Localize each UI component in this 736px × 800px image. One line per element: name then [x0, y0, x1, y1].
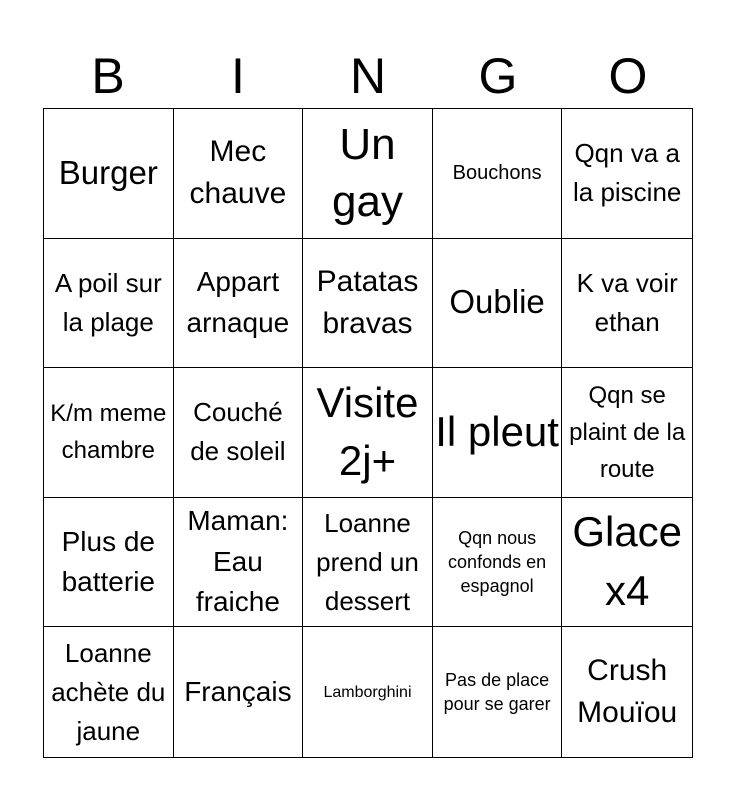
cell-text: Visite 2j+ — [316, 378, 419, 485]
bingo-cell[interactable] — [433, 109, 563, 239]
bingo-cell[interactable] — [174, 239, 304, 369]
header-letter-n: N — [349, 48, 387, 104]
bingo-header — [43, 44, 693, 108]
header-letter-i: I — [231, 48, 245, 104]
cell-text: Oublie — [449, 283, 545, 321]
bingo-cell[interactable] — [303, 627, 433, 757]
cell-text: Il pleut — [435, 408, 559, 456]
bingo-cell[interactable] — [44, 109, 174, 239]
bingo-cell[interactable] — [174, 109, 304, 239]
cell-text: Un gay — [332, 120, 403, 227]
cell-text: Lamborghini — [323, 683, 412, 701]
bingo-cell[interactable] — [44, 239, 174, 369]
bingo-cell[interactable] — [562, 627, 692, 757]
bingo-cell[interactable] — [433, 239, 563, 369]
header-letter-o: O — [608, 48, 648, 104]
cell-text: Appart arnaque — [186, 266, 290, 338]
cell-text: Pas de place pour se garer — [443, 669, 551, 715]
cell-text: Qqn va a la piscine — [572, 138, 682, 208]
cell-text: Crush Mouïou — [577, 654, 678, 730]
cell-text: Plus de batterie — [61, 525, 155, 598]
bingo-cell[interactable] — [562, 239, 692, 369]
cell-text: K va voir ethan — [576, 267, 678, 337]
bingo-cell[interactable] — [303, 109, 433, 239]
header-letter-g: G — [478, 48, 518, 104]
cell-text: Français — [184, 675, 292, 707]
bingo-cell[interactable] — [562, 109, 692, 239]
header-letter-b: B — [91, 48, 125, 104]
bingo-cell[interactable] — [44, 498, 174, 628]
cell-text: Bouchons — [452, 162, 542, 185]
cell-text: K/m meme chambre — [50, 400, 167, 465]
bingo-cell[interactable] — [174, 368, 304, 498]
bingo-board — [43, 108, 693, 758]
bingo-cell[interactable] — [562, 368, 692, 498]
bingo-cell[interactable] — [174, 627, 304, 757]
bingo-cell[interactable] — [433, 498, 563, 628]
bingo-cell[interactable] — [303, 239, 433, 369]
cell-text: Glace x4 — [572, 508, 683, 615]
cell-text: Burger — [58, 153, 158, 191]
cell-text: Qqn se plaint de la route — [569, 381, 686, 484]
cell-text: Loanne prend un dessert — [316, 507, 419, 616]
cell-text: Mec chauve — [189, 135, 287, 211]
bingo-cell[interactable] — [433, 627, 563, 757]
bingo-cell[interactable] — [44, 627, 174, 757]
cell-text: A poil sur la plage — [54, 267, 162, 337]
bingo-cell[interactable] — [303, 498, 433, 628]
cell-text: Maman: Eau fraiche — [187, 505, 289, 618]
bingo-cell[interactable] — [303, 368, 433, 498]
bingo-cell[interactable] — [174, 498, 304, 628]
cell-text: Qqn nous confonds en espagnol — [448, 527, 547, 597]
bingo-cell[interactable] — [433, 368, 563, 498]
cell-text: Patatas bravas — [316, 264, 419, 340]
bingo-cell[interactable] — [562, 498, 692, 628]
cell-text: Loanne achète du jaune — [51, 637, 166, 746]
cell-text: Couché de soleil — [190, 397, 286, 467]
bingo-cell[interactable] — [44, 368, 174, 498]
